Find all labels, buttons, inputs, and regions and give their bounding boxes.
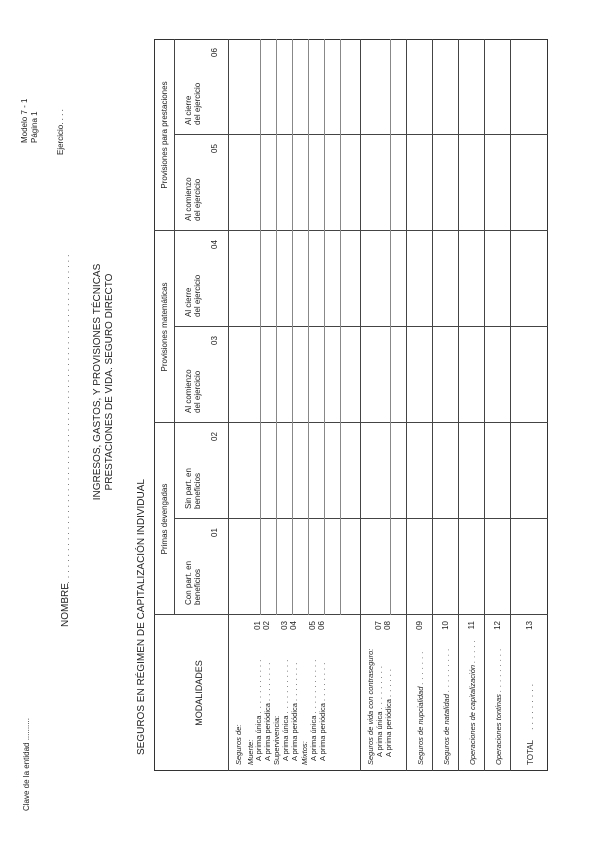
muerte-label: Muerte: <box>246 739 255 765</box>
contraseguro-prima-unica: A prima única . . . . . . . . . <box>375 665 384 757</box>
col-header-04: Al cierre del ejercicio <box>184 274 203 317</box>
col-header-05: Al comienzo del ejercicio <box>184 177 203 221</box>
row-line <box>324 39 325 615</box>
col-sep-2 <box>154 422 548 423</box>
row-code-08: 08 <box>383 621 392 630</box>
contraseguro-prima-periodica: A prima periódica . . . . . . <box>384 668 393 757</box>
row-code-11: 11 <box>467 621 476 630</box>
col-sep-4 <box>154 230 548 231</box>
header-bottom-line <box>228 39 229 771</box>
modalidades-header: MODALIDADES <box>194 660 204 726</box>
col-code-02: 02 <box>210 432 219 441</box>
pagina-label: Página 1 <box>30 111 39 143</box>
total-label: TOTAL . . . . . . . . . <box>526 683 535 765</box>
report-title-line1: INGRESOS, GASTOS, Y PROVISIONES TÉCNICAS <box>92 263 103 501</box>
row-code-03: 03 <box>280 621 289 630</box>
row-code-06: 06 <box>317 621 326 630</box>
col-code-03: 03 <box>210 336 219 345</box>
mixtos-prima-unica: A prima única . . . . . . . . . . . <box>309 659 318 761</box>
section-title: SEGUROS EN RÉGIMEN DE CAPITALIZACIÓN INDIVIDUAL <box>136 479 147 755</box>
row-code-02: 02 <box>262 621 271 630</box>
col-sep-1 <box>174 518 548 519</box>
supervivencia-label: Supervivencia: <box>272 715 281 765</box>
group-header-divider <box>174 39 175 615</box>
row-code-09: 09 <box>415 621 424 630</box>
col-code-04: 04 <box>210 240 219 249</box>
muerte-prima-periodica: A prima periódica . . . . . . . . <box>263 662 272 761</box>
row-code-10: 10 <box>441 621 450 630</box>
row-line <box>432 39 433 771</box>
supervivencia-prima-unica: A prima única . . . . . . . . . . . <box>281 659 290 761</box>
natalidad-label: Seguros de natalidad . . . . . . . . . <box>442 648 451 765</box>
tontinas-label: Operaciones tontinas . . . . . . . . . <box>494 648 503 765</box>
mixtos-label: Mixtos: <box>300 741 309 765</box>
col-code-01: 01 <box>210 528 219 537</box>
group-line <box>406 39 407 771</box>
row-line <box>510 39 511 771</box>
ejercicio-label: Ejercicio. . . . <box>56 109 65 155</box>
col-code-06: 06 <box>210 48 219 57</box>
row-line <box>484 39 485 771</box>
group-provisiones-matematicas: Provisiones matemáticas <box>160 282 169 372</box>
row-code-01: 01 <box>253 621 262 630</box>
row-line <box>390 39 391 615</box>
row-code-04: 04 <box>289 621 298 630</box>
nombre-dots: . . . . . . . . . . . . . . . . . . . . . . . . . . . . . . . . . . . . . . . . . . . . . . . . . . . . . . . . . . . . . . <box>62 254 71 589</box>
muerte-prima-unica: A prima única . . . . . . . . . . . <box>254 659 263 761</box>
contraseguro-label: Seguros de vida con contraseguro: <box>366 648 375 765</box>
row-line <box>458 39 459 771</box>
col-sep-modalidades <box>154 614 548 615</box>
row-line <box>340 39 341 615</box>
group-line <box>360 39 361 771</box>
row-line <box>276 39 277 615</box>
col-header-02: Sin part. en beneficios <box>184 468 203 509</box>
col-header-03: Al comienzo del ejercicio <box>184 369 203 413</box>
col-sep-3 <box>174 326 548 327</box>
row-code-07: 07 <box>374 621 383 630</box>
supervivencia-prima-periodica: A prima periódica . . . . . . . . <box>290 662 299 761</box>
form-table <box>154 39 548 771</box>
row-code-13: 13 <box>525 621 534 630</box>
nupcialidad-label: Seguros de nupcialidad . . . . . . . <box>416 650 425 765</box>
row-code-05: 05 <box>308 621 317 630</box>
clave-entidad-label: Clave de la entidad .......... <box>22 718 31 811</box>
mixtos-prima-periodica: A prima periódica . . . . . . . . <box>318 662 327 761</box>
row-line <box>292 39 293 615</box>
report-title-line2: PRESTACIONES DE VIDA. SEGURO DIRECTO <box>104 273 115 491</box>
capitalizacion-label: Operaciones de capitalización . . . . . <box>468 639 477 765</box>
nombre-label: NOMBRE <box>60 583 71 627</box>
col-sep-5 <box>174 134 548 135</box>
modelo-label: Modelo 7 - 1 <box>20 98 29 143</box>
group-primas-devengadas: Primas devengadas <box>160 483 169 555</box>
group-provisiones-prestaciones: Provisiones para prestaciones <box>160 81 169 189</box>
col-code-05: 05 <box>210 144 219 153</box>
seguros-de-label: Seguros de: <box>234 724 243 765</box>
row-line <box>308 39 309 615</box>
row-line <box>260 39 261 615</box>
modelo-block <box>20 99 40 143</box>
row-code-12: 12 <box>493 621 502 630</box>
col-header-06: Al cierre del ejercicio <box>184 82 203 125</box>
col-header-01: Con part. en beneficios <box>184 560 203 605</box>
